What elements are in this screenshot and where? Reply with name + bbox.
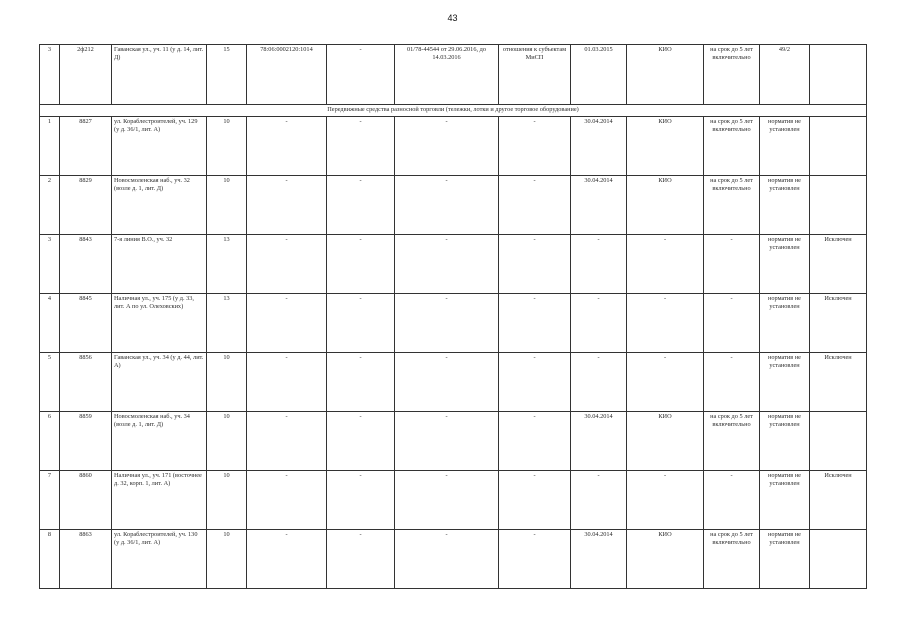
cell-date: - — [571, 294, 627, 353]
cell-col8: - — [499, 471, 571, 530]
cell-code: 8856 — [60, 353, 112, 412]
cell-col5: - — [247, 294, 327, 353]
cell-code: 8845 — [60, 294, 112, 353]
cell-note — [810, 530, 867, 589]
cell-note: Исключен — [810, 294, 867, 353]
cell-area: 13 — [207, 294, 247, 353]
cell-col7: - — [395, 412, 499, 471]
page-number: 43 — [447, 13, 458, 23]
cell-term: - — [704, 353, 760, 412]
cell-note: Исключен — [810, 471, 867, 530]
cell-date: 30.04.2014 — [571, 530, 627, 589]
cell-org: КИО — [627, 45, 704, 105]
cell-term: - — [704, 235, 760, 294]
cell-col5: - — [247, 353, 327, 412]
cell-org: КИО — [627, 530, 704, 589]
cell-address: Гаванская ул., уч. 11 (у д. 14, лит. Д) — [112, 45, 207, 105]
cell-note — [810, 176, 867, 235]
cell-col6: - — [327, 294, 395, 353]
cell-num: 4 — [40, 294, 60, 353]
cell-col5: - — [247, 412, 327, 471]
cell-col5: - — [247, 471, 327, 530]
cell-num: 5 — [40, 353, 60, 412]
cell-area: 10 — [207, 176, 247, 235]
cell-col6: - — [327, 176, 395, 235]
cell-cadastral: 78:06:0002120:1014 — [247, 45, 327, 105]
cell-col8: - — [499, 176, 571, 235]
cell-code: 8860 — [60, 471, 112, 530]
registry-table — [39, 44, 867, 589]
cell-ownership: отношения к субъектам МиСП — [499, 45, 571, 105]
cell-date: - — [571, 235, 627, 294]
cell-col5: - — [247, 117, 327, 176]
cell-col6: - — [327, 353, 395, 412]
cell-code: 8843 — [60, 235, 112, 294]
table-row — [40, 530, 867, 589]
cell-address: Новосмоленская наб., уч. 32 (возле д. 1, лит. Д) — [112, 176, 207, 235]
table-row — [40, 294, 867, 353]
cell-col8: - — [499, 412, 571, 471]
cell-num: 8 — [40, 530, 60, 589]
cell-norm: норматив не установлен — [760, 471, 810, 530]
cell-org: - — [627, 235, 704, 294]
cell-date: 01.03.2015 — [571, 45, 627, 105]
cell-date: 30.04.2014 — [571, 412, 627, 471]
cell-col7: - — [395, 235, 499, 294]
cell-term: на срок до 5 лет включительно — [704, 45, 760, 105]
cell-area: 10 — [207, 530, 247, 589]
cell-area: 10 — [207, 353, 247, 412]
table-row — [40, 235, 867, 294]
section-title: Передвижные средства разносной торговли (тележки, лотки и другое торговое оборудование) — [40, 105, 867, 117]
cell-code: 8827 — [60, 117, 112, 176]
cell-note: Исключен — [810, 235, 867, 294]
table-row — [40, 471, 867, 530]
cell-area: 13 — [207, 235, 247, 294]
cell-org: - — [627, 471, 704, 530]
cell-code: 2ф212 — [60, 45, 112, 105]
table-row — [40, 117, 867, 176]
cell-col7: - — [395, 176, 499, 235]
cell-col7: - — [395, 471, 499, 530]
cell-num: 2 — [40, 176, 60, 235]
cell-area: 15 — [207, 45, 247, 105]
cell-col8: - — [499, 117, 571, 176]
cell-col6: - — [327, 471, 395, 530]
cell-address: ул. Кораблестроителей, уч. 130 (у д. 36/1, лит. А) — [112, 530, 207, 589]
cell-note — [810, 412, 867, 471]
section-row — [40, 105, 867, 117]
cell-norm: норматив не установлен — [760, 530, 810, 589]
cell-num: 1 — [40, 117, 60, 176]
cell-col7: - — [395, 353, 499, 412]
cell-col6: - — [327, 117, 395, 176]
cell-date: 30.04.2014 — [571, 176, 627, 235]
cell-address: Наличная ул., уч. 175 (у д. 33, лит. А по ул. Олеховских) — [112, 294, 207, 353]
cell-date: - — [571, 471, 627, 530]
cell-num: 3 — [40, 45, 60, 105]
table-row-continued — [40, 45, 867, 105]
cell-org: КИО — [627, 176, 704, 235]
cell-term: - — [704, 471, 760, 530]
cell-num: 6 — [40, 412, 60, 471]
cell-note — [810, 117, 867, 176]
cell-term: - — [704, 294, 760, 353]
cell-col8: - — [499, 294, 571, 353]
cell-num: 3 — [40, 235, 60, 294]
cell-col5: - — [247, 530, 327, 589]
cell-code: 8859 — [60, 412, 112, 471]
table-row — [40, 176, 867, 235]
cell-address: Наличная ул., уч. 171 (восточнее д. 32, корп. 1, лит. А) — [112, 471, 207, 530]
cell-org: - — [627, 353, 704, 412]
cell-term: на срок до 5 лет включительно — [704, 530, 760, 589]
cell-col7: - — [395, 294, 499, 353]
cell-norm: норматив не установлен — [760, 412, 810, 471]
cell-norm: норматив не установлен — [760, 235, 810, 294]
cell-col6: - — [327, 235, 395, 294]
cell-address: Гаванская ул., уч. 34 (у д. 44, лит. А) — [112, 353, 207, 412]
cell-date: - — [571, 353, 627, 412]
table-row — [40, 353, 867, 412]
cell-code: 8829 — [60, 176, 112, 235]
cell-col7: - — [395, 117, 499, 176]
cell-area: 10 — [207, 117, 247, 176]
cell-norm: норматив не установлен — [760, 294, 810, 353]
cell-col6: - — [327, 530, 395, 589]
cell-col5: - — [247, 176, 327, 235]
cell-term: на срок до 5 лет включительно — [704, 117, 760, 176]
cell-term: на срок до 5 лет включительно — [704, 176, 760, 235]
cell-norm: норматив не установлен — [760, 117, 810, 176]
cell-date: 30.04.2014 — [571, 117, 627, 176]
cell-col6: - — [327, 45, 395, 105]
cell-norm: норматив не установлен — [760, 353, 810, 412]
cell-org: - — [627, 294, 704, 353]
cell-document: 01/78-44544 от 29.06.2016, до 14.03.2016 — [395, 45, 499, 105]
cell-col12: 49/2 — [760, 45, 810, 105]
cell-address: ул. Кораблестроителей, уч. 129 (у д. 36/1, лит. А) — [112, 117, 207, 176]
cell-col6: - — [327, 412, 395, 471]
cell-address: Новосмоленская наб., уч. 34 (возле д. 1, лит. Д) — [112, 412, 207, 471]
cell-term: на срок до 5 лет включительно — [704, 412, 760, 471]
cell-col8: - — [499, 353, 571, 412]
cell-col5: - — [247, 235, 327, 294]
cell-norm: норматив не установлен — [760, 176, 810, 235]
cell-col7: - — [395, 530, 499, 589]
cell-area: 10 — [207, 471, 247, 530]
cell-num: 7 — [40, 471, 60, 530]
table-row — [40, 412, 867, 471]
cell-note — [810, 45, 867, 105]
cell-org: КИО — [627, 412, 704, 471]
cell-org: КИО — [627, 117, 704, 176]
cell-area: 10 — [207, 412, 247, 471]
cell-code: 8863 — [60, 530, 112, 589]
cell-address: 7-я линия В.О., уч. 32 — [112, 235, 207, 294]
cell-col8: - — [499, 530, 571, 589]
cell-note: Исключен — [810, 353, 867, 412]
cell-col8: - — [499, 235, 571, 294]
